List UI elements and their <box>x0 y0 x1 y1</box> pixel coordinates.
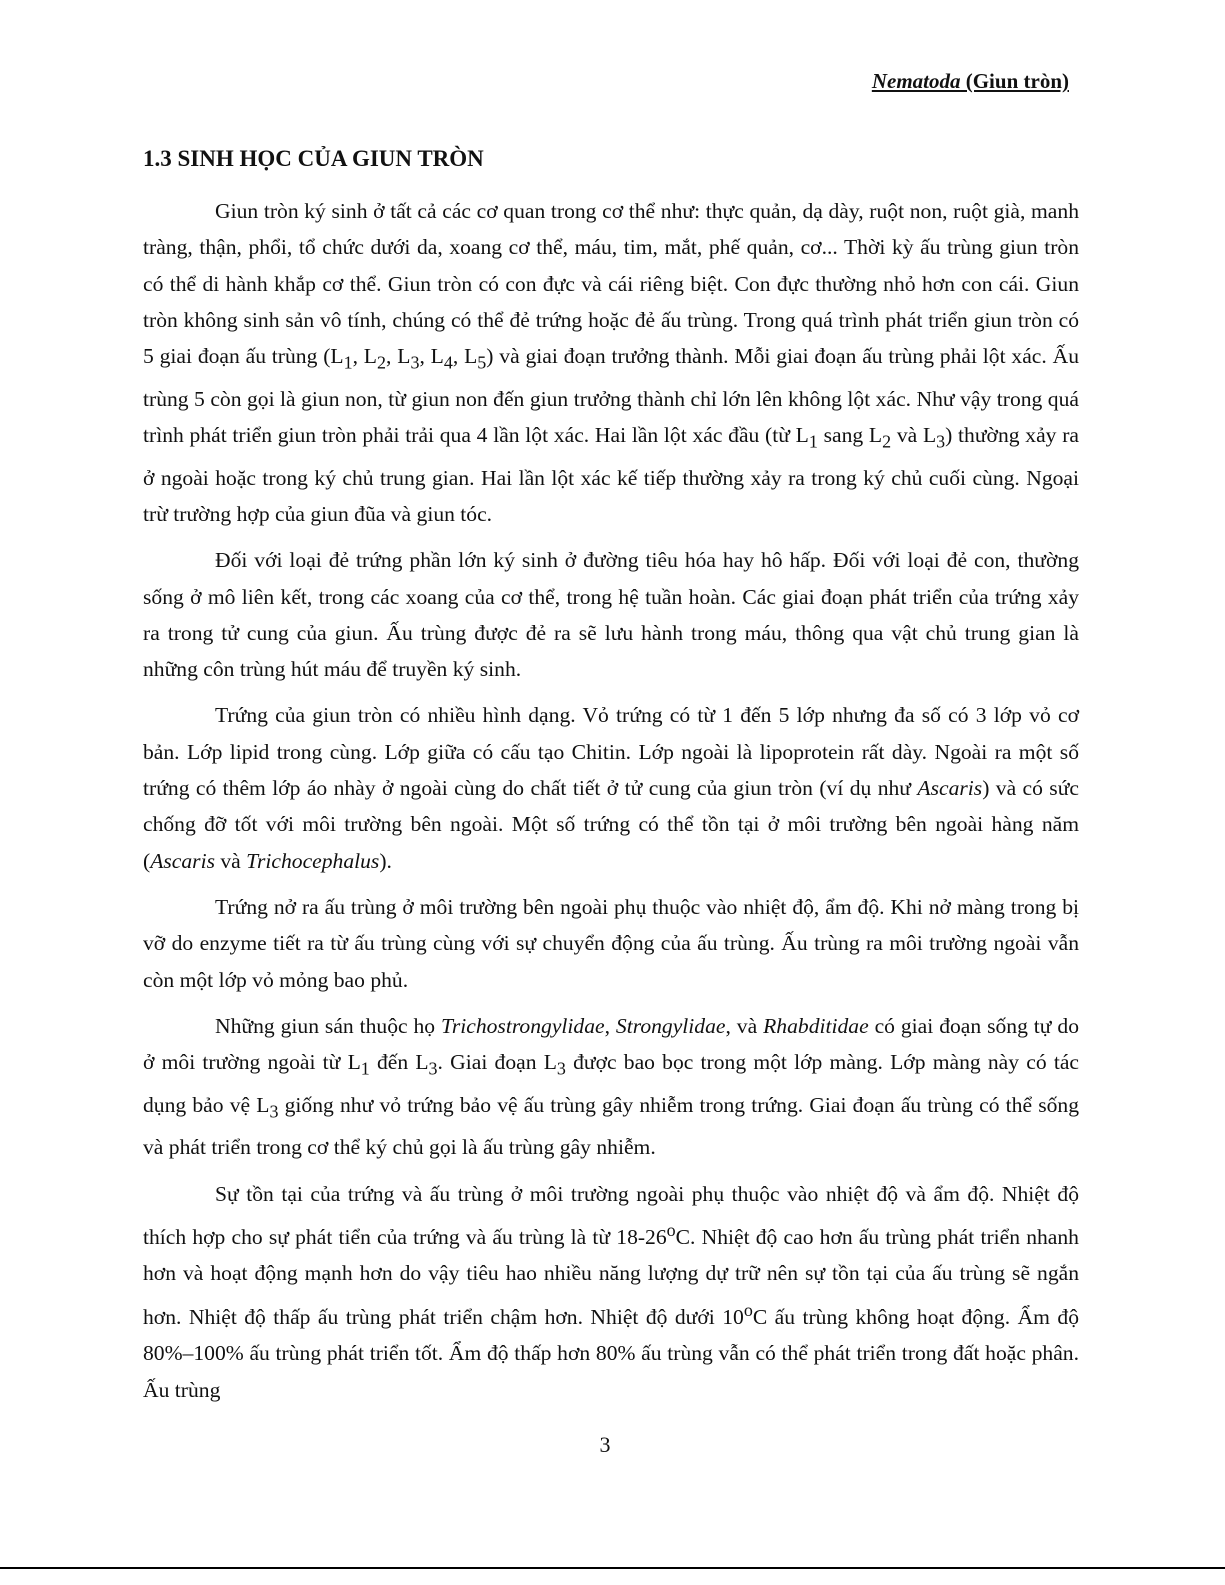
paragraph-1: Giun tròn ký sinh ở tất cả các cơ quan trong cơ thể như: thực quản, dạ dày, ruột non, ruột già, manh tràng, thận, phổi, tổ chức dưới da, xoang cơ thể, máu, tim, mắt, phế quản, cơ... Thời kỳ ấu trùng giun tròn có thể di hành khắp cơ thể. Giun tròn có con đực và cái riêng biệt. Con đực thường nhỏ hơn con cái. Giun tròn không sinh sản vô tính, chúng có thể đẻ trứng hoặc đẻ ấu trùng. Trong quá trình phát triển giun tròn có 5 giai đoạn ấu trùng ($L_1$, $L_2$, $L_3$, $L_4$, $L_5$) và giai đoạn trưởng thành. Mỗi giai đoạn ấu trùng phải lột xác. Ấu trùng 5 còn gọi là giun non, từ giun non đến giun trưởng thành chỉ lớn lên không lột xác. Như vậy trong quá trình phát triển giun tròn phải trải qua 4 lần lột xác. Hai lần lột xác đầu (từ $L_1$ sang $L_2$ và $L_3$) thường xảy ra ở ngoài hoặc trong ký chủ trung gian. Hai lần lột xác kế tiếp thường xảy ra trong ký chủ cuối cùng. Ngoại trừ trường hợp của giun đũa và giun tóc. <box>143 199 1079 526</box>
header-italic: Nematoda <box>871 69 961 93</box>
section-heading: 1.3 SINH HỌC CỦA GIUN TRÒN <box>143 146 484 171</box>
paragraph-4: Trứng nở ra ấu trùng ở môi trường bên ngoài phụ thuộc vào nhiệt độ, ẩm độ. Khi nở màng trong bị vỡ do enzyme tiết ra từ ấu trùng cùng với sự chuyển động của ấu trùng. Ấu trùng ra môi trường ngoài vẫn còn một lớp vỏ mỏng bao phủ. <box>143 894 1079 992</box>
page-number: 3 <box>599 1432 611 1457</box>
paragraph-6: Sự tồn tại của trứng và ấu trùng ở môi trường ngoài phụ thuộc vào nhiệt độ và ẩm độ. Nhiệt độ thích hợp cho sự phát tiển của trứng và ấu trùng là từ 18-26$^o$C. Nhiệt độ cao hơn ấu trùng phát triển nhanh hơn và hoạt động mạnh hơn do vậy tiêu hao nhiều năng lượng dự trữ nên sự tồn tại của ấu trùng sẽ ngắn hơn. Nhiệt độ thấp ấu trùng phát triển chậm hơn. Nhiệt độ dưới 10$^o$C ấu trùng không hoạt động. Ẩm độ 80%–100% ấu trùng phát triển tốt. Ẩm độ thấp hơn 80% ấu trùng vẫn có thể phát triển trong đất hoặc phân. Ấu trùng <box>143 1181 1079 1402</box>
paragraph-2: Đối với loại đẻ trứng phần lớn ký sinh ở đường tiêu hóa hay hô hấp. Đối với loại đẻ con, thường sống ở mô liên kết, trong các xoang của cơ thể, trong hệ tuần hoàn. Các giai đoạn phát triển của trứng xảy ra trong tử cung của giun. Ấu trùng được đẻ ra sẽ lưu hành trong máu, thông qua vật chủ trung gian là những côn trùng hút máu để truyền ký sinh. <box>143 548 1079 682</box>
header-rest: (Giun tròn) <box>960 69 1069 93</box>
paragraph-5: Những giun sán thuộc họ Trichostrongylidae, Strongylidae, và Rhabditidae có giai đoạn sống tự do ở môi trường ngoài từ $L_1$ đến $L_3$. Giai đoạn $L_3$ được bao bọc trong một lớp màng. Lớp màng này có tác dụng bảo vệ $L_3$ giống như vỏ trứng bảo vệ ấu trùng gây nhiễm trong trứng. Giai đoạn ấu trùng có thể sống và phát triển trong cơ thể ký chủ gọi là ấu trùng gây nhiễm. <box>143 1013 1080 1160</box>
running-header <box>872 69 1069 94</box>
paragraph-3: Trứng của giun tròn có nhiều hình dạng. Vỏ trứng có từ 1 đến 5 lớp nhưng đa số có 3 lớp vỏ cơ bản. Lớp lipid trong cùng. Lớp giữa có cấu tạo Chitin. Lớp ngoài là lipoprotein rất dày. Ngoài ra một số trứng có thêm lớp áo nhày ở ngoài cùng do chất tiết ở tử cung của giun tròn (ví dụ như Ascaris) và có sức chống đỡ tốt với môi trường bên ngoài. Một số trứng có thể tồn tại ở môi trường bên ngoài hàng năm (Ascaris và Trichocephalus). <box>143 703 1079 873</box>
bottom-divider <box>0 1567 1225 1569</box>
body-text <box>143 193 1079 1418</box>
